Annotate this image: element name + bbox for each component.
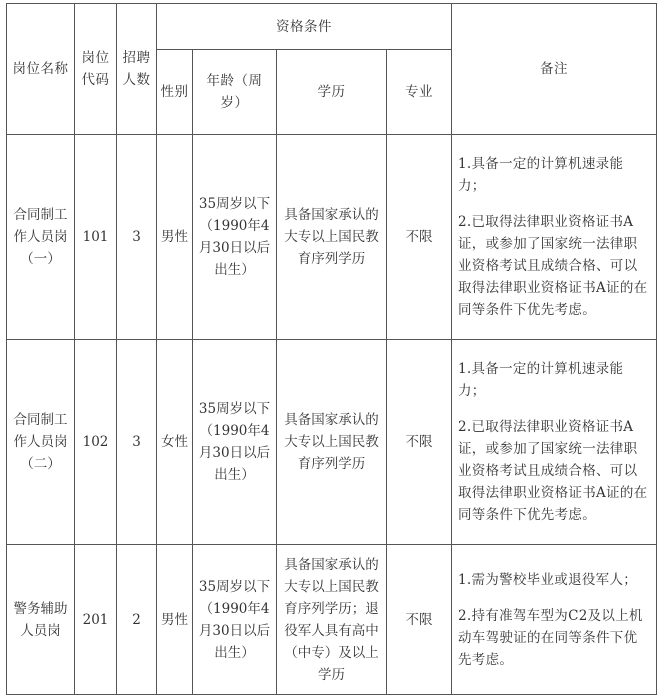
cell-major: 不限 [387, 340, 452, 545]
cell-position-name: 警务辅助人员岗 [7, 545, 75, 695]
cell-gender: 男性 [157, 545, 193, 695]
table-row [7, 340, 657, 545]
cell-position-name: 合同制工作人员岗（一） [7, 135, 75, 340]
cell-headcount: 3 [117, 340, 157, 545]
cell-major: 不限 [387, 545, 452, 695]
note-item: 1.具备一定的计算机速录能力； [458, 361, 624, 399]
cell-position-code: 102 [75, 340, 117, 545]
cell-position-code: 101 [75, 135, 117, 340]
cell-headcount: 2 [117, 545, 157, 695]
note-item: 2.已取得法律职业资格证书A证，或参加了国家统一法律职业资格考试且成绩合格、可以取得法律职业资格证书A证的在同等条件下优先考虑。 [458, 214, 648, 318]
table-row [7, 545, 657, 695]
note-item: 2.持有准驾车型为C2及以上机动车驾驶证的在同等条件下优先考虑。 [458, 607, 643, 668]
cell-position-name: 合同制工作人员岗（二） [7, 340, 75, 545]
header-age: 年龄（周岁） [193, 50, 277, 135]
cell-age: 35周岁以下（1990年4月30日以后出生） [193, 135, 277, 340]
cell-gender: 女性 [157, 340, 193, 545]
note-item: 1.具备一定的计算机速录能力； [458, 156, 624, 194]
cell-gender: 男性 [157, 135, 193, 340]
recruitment-table [6, 3, 657, 695]
note-item: 1.需为警校毕业或退役军人； [458, 571, 638, 588]
cell-headcount: 3 [117, 135, 157, 340]
cell-major: 不限 [387, 135, 452, 340]
cell-education: 具备国家承认的大专以上国民教育序列学历 [277, 340, 387, 545]
cell-position-code: 201 [75, 545, 117, 695]
cell-education: 具备国家承认的大专以上国民教育序列学历；退役军人具有高中（中专）及以上学历 [277, 545, 387, 695]
header-qualifications: 资格条件 [157, 4, 452, 50]
header-notes: 备注 [452, 4, 657, 135]
header-position-name: 岗位名称 [7, 4, 75, 135]
header-gender: 性别 [157, 50, 193, 135]
note-item: 2.已取得法律职业资格证书A证，或参加了国家统一法律职业资格考试且成绩合格、可以取得法律职业资格证书A证的在同等条件下优先考虑。 [458, 419, 648, 523]
cell-age: 35周岁以下（1990年4月30日以后出生） [193, 545, 277, 695]
cell-notes [452, 340, 657, 545]
table-row [7, 135, 657, 340]
header-major: 专业 [387, 50, 452, 135]
header-position-code: 岗位代码 [75, 4, 117, 135]
cell-notes [452, 135, 657, 340]
header-headcount: 招聘人数 [117, 4, 157, 135]
cell-notes [452, 545, 657, 695]
header-education: 学历 [277, 50, 387, 135]
cell-age: 35周岁以下（1990年4月30日以后出生） [193, 340, 277, 545]
cell-education: 具备国家承认的大专以上国民教育序列学历 [277, 135, 387, 340]
